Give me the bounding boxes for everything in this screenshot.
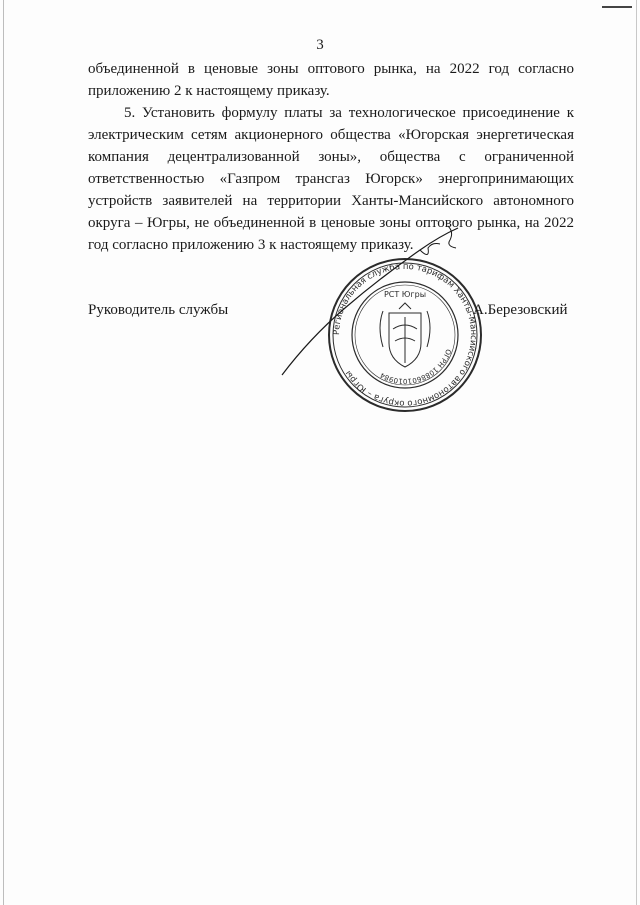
scan-corner-mark (602, 6, 632, 8)
seal-center-text: РСТ Югры (383, 290, 427, 299)
signer-name: А.Березовский (473, 302, 568, 318)
scan-edge-left (3, 0, 4, 905)
handwritten-signature (270, 220, 470, 390)
seal-ogrn-text: ОГРН 1088601010984 (378, 347, 453, 386)
signer-role: Руководитель службы (88, 302, 229, 318)
seal-outer-text: Региональная служба по тарифам Ханты-Мансийского автономного округа – Югры (331, 261, 479, 409)
paragraph-continuation: объединенной в ценовые зоны оптового рынка, на 2022 год согласно приложению 2 к настоящему приказу. (88, 61, 574, 99)
scan-edge-right (636, 0, 637, 905)
paragraph-item-5: 5. Установить формулу платы за технологическое присоединение к электрическим сетям акционерного общества «Югорская энергетическая компания децентрализованной зоны», общества с ограниченной ответственностью «Газпром трансгаз Югорск» энергопринимающих устройств заявителей на территории Ханты-Мансийского автономного округа – Югры, не объединенной в ценовые зоны оптового рынка, на 2022 год согласно приложению 3 к настоящему приказу. (88, 105, 574, 253)
page-number: 3 (316, 37, 324, 53)
